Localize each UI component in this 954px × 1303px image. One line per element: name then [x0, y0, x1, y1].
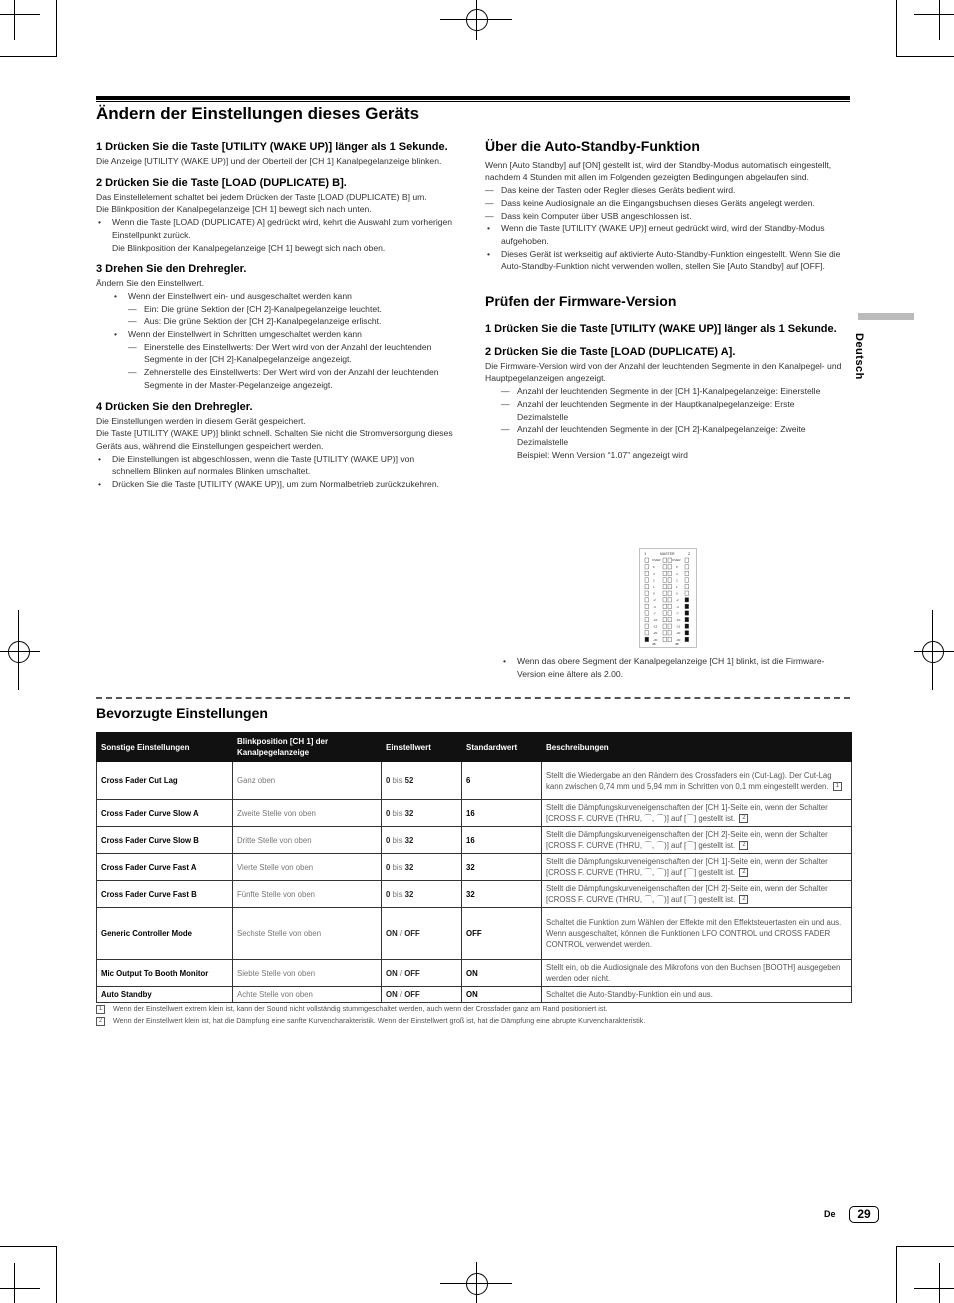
meter-ch2-segment [685, 631, 689, 635]
settings-table [96, 732, 852, 1003]
meter-ch2-segment [685, 565, 689, 569]
firmware-dash3: — Anzahl der leuchtenden Segmente in der [CH 2]-Kanalpegelanzeige: Zweite Dezimalstelle [501, 423, 845, 448]
settings-row [97, 800, 852, 827]
meter-master-right-segment [668, 631, 672, 635]
meter-ch1-segment [645, 604, 649, 608]
setting-range-sep: / [399, 990, 403, 999]
setting-description [542, 800, 852, 827]
meter-ch2-segment [685, 617, 689, 621]
standby-heading: Über die Auto-Standby-Funktion [485, 138, 700, 154]
standby-dash2: — Dass keine Audiosignale an die Eingangsbuchsen dieses Geräts angelegt werden. [485, 197, 845, 210]
setting-blink-position: Fünfte Stelle von oben [233, 881, 382, 908]
meter-level-label-left: -30 [653, 637, 658, 642]
meter-ch1-segment [645, 565, 649, 569]
step3-bullet1: • Wenn der Einstellwert ein- und ausgeschaltet werden kann [112, 290, 454, 303]
meter-master-right-segment [668, 624, 672, 628]
setting-range [382, 854, 462, 881]
meter-ch1-segment [645, 617, 649, 621]
setting-name: Mic Output To Booth Monitor [97, 960, 233, 987]
setting-description-text: Stellt ein, ob die Audiosignale des Mikrofons von den Buchsen [BOOTH] ausgegeben werden oder nicht. [546, 963, 841, 983]
meter-master-left-segment [663, 604, 667, 608]
meter-master-right-segment [668, 571, 672, 575]
setting-range-max: 32 [404, 862, 414, 872]
meter-master-left-segment [663, 617, 667, 621]
step3-dash1: — Ein: Die grüne Sektion der [CH 2]-Kanalpegelanzeige leuchtet. [128, 303, 454, 316]
setting-range-sep: / [399, 929, 403, 938]
meter-level-label-right: -20 [676, 631, 681, 636]
footnote-1-marker: 1 [96, 1005, 105, 1014]
setting-name: Cross Fader Cut Lag [97, 762, 233, 800]
meter-master-right-segment [668, 604, 672, 608]
footer-language: De [824, 1209, 836, 1219]
meter-master-left-segment [663, 631, 667, 635]
meter-master-right-segment [668, 591, 672, 595]
meter-ch2-label: 2 [688, 551, 691, 556]
setting-description [542, 987, 852, 1003]
meter-master-left-segment [663, 591, 667, 595]
step3-text: Ändern Sie den Einstellwert. [96, 278, 204, 289]
level-meter-illustration [639, 548, 697, 648]
setting-range-min: 0 [386, 808, 391, 818]
firmware-bullet: • Wenn das obere Segment der Kanalpegelanzeige [CH 1] blinkt, ist die Firmware-Version eine ältere als 2.00. [501, 655, 846, 680]
setting-range-sep: bis [392, 889, 403, 899]
footnote-1 [96, 1004, 607, 1014]
setting-description-text: Schaltet die Funktion zum Wählen der Effekte mit den Effektsteuertasten ein und aus. Wenn ausgeschaltet, können die Funktionen LFO CONTROL und CROSS FADER CONTROL verwendet werden. [546, 918, 842, 949]
setting-blink-position: Sechste Stelle von oben [233, 908, 382, 960]
setting-range-max: OFF [404, 929, 420, 938]
setting-range-min: 0 [386, 889, 391, 899]
meter-ch2-segment [685, 604, 689, 608]
meter-level-label-right: -15 [676, 624, 681, 629]
right-column [485, 140, 845, 461]
standby-dash3: — Dass kein Computer über USB angeschlossen ist. [485, 210, 845, 223]
setting-footnote-ref: 2 [739, 868, 748, 877]
settings-row [97, 854, 852, 881]
setting-default: ON [462, 960, 542, 987]
setting-footnote-ref: 2 [739, 841, 748, 850]
meter-ch1-segment [645, 558, 649, 562]
setting-range [382, 762, 462, 800]
step3-dash3: — Einerstelle des Einstellwerts: Der Wert wird von der Anzahl der leuchtenden Segmente in der [CH 2]-Kanalpegelanzeige angezeigt. [128, 341, 454, 366]
step2-heading: 2 Drücken Sie die Taste [LOAD (DUPLICATE) B]. [96, 176, 347, 189]
meter-ch2-segment [685, 611, 689, 615]
setting-range-min: ON [386, 990, 398, 999]
firmware-note [501, 655, 846, 680]
meter-ch1-segment [645, 591, 649, 595]
meter-master-left-segment [663, 565, 667, 569]
meter-level-label-left: 1 [653, 585, 655, 589]
step3-dash4: — Zehnerstelle des Einstellwerts: Der Wert wird von der Anzahl der leuchtenden Segmente in der Master-Pegelanzeige angezeigt. [128, 366, 454, 391]
setting-blink-position: Vierte Stelle von oben [233, 854, 382, 881]
meter-level-label-right: -2 [676, 598, 679, 603]
firmware-text: Die Firmware-Version wird von der Anzahl der leuchtenden Segmente in den Kanalpegel- und Hauptpegelanzeigen angezeigt. [485, 360, 842, 384]
meter-ch2-segment [685, 584, 689, 588]
step4-bullet2: • Drücken Sie die Taste [UTILITY (WAKE UP)], um zum Normalbetrieb zurückzukehren. [96, 478, 454, 491]
settings-row [97, 827, 852, 854]
footnote-2 [96, 1016, 645, 1026]
meter-level-label-left: -4 [653, 604, 656, 609]
setting-range-min: 0 [386, 835, 391, 845]
setting-range-sep: bis [392, 862, 403, 872]
meter-master-left-segment [663, 637, 667, 641]
firmware-heading: Prüfen der Firmware-Version [485, 293, 677, 310]
setting-blink-position: Dritte Stelle von oben [233, 827, 382, 854]
setting-range-max: 52 [404, 776, 414, 785]
settings-row [97, 960, 852, 987]
setting-default: OFF [462, 908, 542, 960]
footnote-2-marker: 2 [96, 1017, 105, 1026]
firmware-dash1: — Anzahl der leuchtenden Segmente in der [CH 1]-Kanalpegelanzeige: Einerstelle [501, 385, 845, 398]
step3-dash2: — Aus: Die grüne Sektion der [CH 2]-Kanalpegelanzeige erlischt. [128, 315, 454, 328]
meter-unit-right: dB [675, 642, 679, 646]
meter-level-label-left: -2 [653, 598, 656, 603]
standby-dash1: — Das keine der Tasten oder Regler dieses Geräts bedient wird. [485, 184, 845, 197]
step2-bullet: • Wenn die Taste [LOAD (DUPLICATE) A] gedrückt wird, kehrt die Auswahl zum vorherigen Einstellpunkt zurück. [96, 216, 454, 241]
meter-ch1-segment [645, 631, 649, 635]
setting-name: Cross Fader Curve Fast A [97, 854, 233, 881]
col-header-blink: Blinkposition [CH 1] der Kanalpegelanzeige [233, 733, 382, 762]
meter-level-label-right: 0 [676, 591, 678, 596]
step2-text1: Das Einstellelement schaltet bei jedem Drücken der Taste [LOAD (DUPLICATE) B] um. [96, 191, 427, 202]
setting-range-min: ON [386, 968, 398, 978]
meter-master-right-segment [668, 598, 672, 602]
settings-heading: Bevorzugte Einstellungen [96, 705, 268, 721]
page-title: Ändern der Einstellungen dieses Geräts [96, 104, 420, 123]
setting-range [382, 881, 462, 908]
meter-master-right-segment [668, 558, 672, 562]
step1-text: Die Anzeige [UTILITY (WAKE UP)] und der Oberteil der [CH 1] Kanalpegelanzeige blinken. [96, 156, 442, 166]
meter-level-label-left: 6 [653, 565, 655, 570]
setting-default: 16 [462, 800, 542, 827]
setting-range [382, 827, 462, 854]
standby-bullet2: • Dieses Gerät ist werkseitig auf aktivierte Auto-Standby-Funktion eingestellt. Wenn Sie die Auto-Standby-Funktion nicht verwenden wollen, stellen Sie [Auto Standby] auf [OFF]. [485, 248, 845, 273]
meter-master-left-segment [663, 578, 667, 582]
setting-range [382, 908, 462, 960]
setting-range-sep: bis [392, 835, 403, 845]
meter-master-right-segment [668, 611, 672, 615]
setting-default: 6 [462, 762, 542, 800]
step4-heading: 4 Drücken Sie den Drehregler. [96, 400, 253, 413]
meter-level-label-right: -10 [676, 618, 681, 622]
meter-master-left-segment [663, 558, 667, 562]
meter-ch1-segment [645, 598, 649, 602]
setting-range-max: 32 [404, 835, 414, 845]
setting-name: Cross Fader Curve Fast B [97, 881, 233, 908]
step1-heading: 1 Drücken Sie die Taste [UTILITY (WAKE UP)] länger als 1 Sekunde. [96, 141, 448, 153]
meter-over-label-right: OVER [672, 558, 681, 562]
setting-range [382, 960, 462, 987]
standby-bullet1: • Wenn die Taste [UTILITY (WAKE UP)] erneut gedrückt wird, wird der Standby-Modus aufgehoben. [485, 222, 845, 247]
meter-level-label-right: 6 [676, 565, 678, 570]
left-column [96, 140, 454, 491]
standby-text: Wenn [Auto Standby] auf [ON] gestellt ist, wird der Standby-Modus automatisch eingestellt, nachdem 4 Stunden mit allen im Folgenden gezeigten Bedingungen abgelaufen sind. [485, 159, 832, 183]
col-header-default: Standardwert [462, 733, 542, 762]
page-number: 29 [849, 1206, 879, 1223]
setting-range-min: 0 [386, 862, 391, 872]
step3-bullet2: • Wenn der Einstellwert in Schritten umgeschaltet werden kann [112, 328, 454, 341]
setting-range-sep: / [399, 968, 403, 978]
firmware-step1: 1 Drücken Sie die Taste [UTILITY (WAKE UP)] länger als 1 Sekunde. [485, 322, 837, 335]
setting-description-text: Stellt die Wiedergabe an den Rändern des Crossfaders ein (Cut-Lag). Der Cut-Lag kann zwischen 0,74 mm und 5,94 mm in Schritten von 0,1 mm eingestellt werden. [546, 770, 832, 791]
setting-description [542, 881, 852, 908]
meter-master-left-segment [663, 598, 667, 602]
meter-level-label-left: -10 [653, 618, 658, 622]
meter-ch2-segment [685, 591, 689, 595]
setting-range [382, 800, 462, 827]
meter-ch2-segment [685, 558, 689, 562]
settings-header-row [97, 733, 852, 762]
meter-level-label-right: -4 [676, 604, 679, 609]
meter-master-left-segment [663, 611, 667, 615]
footnote-2-text: Wenn der Einstellwert klein ist, hat die Dämpfung eine sanfte Kurvencharakteristik. Wenn der Einstellwert groß ist, hat die Dämpfung eine abrupte Kurvencharakteristik. [113, 1016, 646, 1025]
setting-range-min: ON [386, 929, 398, 938]
setting-range-min: 0 [386, 776, 391, 785]
meter-level-label-left: -20 [653, 631, 658, 636]
meter-master-right-segment [668, 637, 672, 641]
meter-level-label-left: -7 [653, 611, 656, 616]
setting-blink-position: Siebte Stelle von oben [233, 960, 382, 987]
step4-bullet1: • Die Einstellungen ist abgeschlossen, wenn die Taste [UTILITY (WAKE UP)] von schnellem Blinken auf normales Blinken umschaltet. [96, 453, 454, 478]
setting-description [542, 908, 852, 960]
setting-description [542, 827, 852, 854]
meter-ch1-segment [645, 578, 649, 582]
meter-master-left-segment [663, 571, 667, 575]
meter-ch2-segment [685, 578, 689, 582]
meter-unit-left: dB [652, 642, 656, 646]
setting-default: 16 [462, 827, 542, 854]
meter-ch1-segment [645, 584, 649, 588]
setting-footnote-ref: 2 [739, 895, 748, 904]
setting-description [542, 762, 852, 800]
meter-master-right-segment [668, 584, 672, 588]
meter-ch2-segment [685, 624, 689, 628]
col-header-setting: Sonstige Einstellungen [97, 733, 233, 762]
setting-name: Cross Fader Curve Slow A [97, 800, 233, 827]
settings-row [97, 987, 852, 1003]
setting-range [382, 987, 462, 1003]
setting-name: Auto Standby [97, 987, 233, 1003]
setting-description-text: Stellt die Dämpfungskurveneigenschaften der [CH 2]-Seite ein, wenn der Schalter [CROSS F. CURVE (THRU, ⌒, ⌒)] auf [⌒] gestellt ist. [546, 884, 828, 904]
side-tab-bar [858, 313, 914, 320]
setting-blink-position: Achte Stelle von oben [233, 987, 382, 1003]
setting-range-max: 32 [404, 889, 414, 899]
meter-level-label-right: 2 [676, 578, 678, 583]
step3-heading: 3 Drehen Sie den Drehregler. [96, 263, 247, 276]
meter-ch1-label: 1 [644, 551, 647, 556]
setting-description-text: Stellt die Dämpfungskurveneigenschaften der [CH 1]-Seite ein, wenn der Schalter [CROSS F. CURVE (THRU, ⌒, ⌒)] auf [⌒] gestellt ist. [546, 803, 828, 823]
meter-ch2-segment [685, 637, 689, 641]
step2-text2: Die Blinkposition der Kanalpegelanzeige [CH 1] bewegt sich nach unten. [96, 204, 372, 215]
col-header-value: Einstellwert [382, 733, 462, 762]
meter-master-right-segment [668, 565, 672, 569]
meter-ch1-segment [645, 611, 649, 615]
setting-description-text: Stellt die Dämpfungskurveneigenschaften der [CH 1]-Seite ein, wenn der Schalter [CROSS F. CURVE (THRU, ⌒, ⌒)] auf [⌒] gestellt ist. [546, 857, 828, 877]
meter-master-left-segment [663, 584, 667, 588]
setting-blink-position: Ganz oben [233, 762, 382, 800]
firmware-example: Beispiel: Wenn Version “1.07” angezeigt wird [517, 449, 688, 460]
meter-master-left-segment [663, 624, 667, 628]
meter-ch1-segment [645, 571, 649, 575]
section-divider [96, 697, 850, 699]
settings-row [97, 762, 852, 800]
setting-description [542, 854, 852, 881]
side-tab-language: Deutsch [853, 333, 865, 380]
meter-master-label: MASTER [660, 552, 675, 556]
setting-description [542, 960, 852, 987]
setting-range-sep: bis [392, 808, 403, 818]
setting-footnote-ref: 1 [833, 782, 842, 791]
setting-blink-position: Zweite Stelle von oben [233, 800, 382, 827]
meter-level-label-right: 4 [676, 571, 678, 576]
col-header-description: Beschreibungen [542, 733, 852, 762]
settings-row [97, 908, 852, 960]
firmware-step2: 2 Drücken Sie die Taste [LOAD (DUPLICATE) A]. [485, 345, 736, 358]
step4-text2: Die Taste [UTILITY (WAKE UP)] blinkt schnell. Schalten Sie nicht die Stromversorgung dieses Geräts aus, während die Einstellungen gespeichert werden. [96, 428, 453, 451]
meter-level-label-left: 2 [653, 578, 655, 583]
setting-description-text: Schaltet die Auto-Standby-Funktion ein und aus. [546, 990, 713, 999]
meter-level-label-right: -7 [676, 611, 679, 616]
footnote-1-text: Wenn der Einstellwert extrem klein ist, kann der Sound nicht vollständig stummgeschaltet werden, auch wenn der Crossfader ganz am Rand positioniert ist. [113, 1004, 608, 1013]
setting-default: 32 [462, 881, 542, 908]
firmware-dash2: — Anzahl der leuchtenden Segmente in der Hauptkanalpegelanzeige: Erste Dezimalstelle [501, 398, 845, 423]
meter-ch1-segment [645, 637, 649, 641]
meter-over-label-left: OVER [652, 558, 661, 562]
meter-ch2-segment [685, 598, 689, 602]
meter-level-label-left: -15 [653, 624, 658, 629]
setting-range-max: 32 [404, 808, 414, 818]
title-rule-thin [96, 101, 850, 102]
setting-default: 32 [462, 854, 542, 881]
meter-master-right-segment [668, 578, 672, 582]
meter-level-label-left: 0 [653, 591, 655, 596]
meter-ch1-segment [645, 624, 649, 628]
meter-ch2-segment [685, 571, 689, 575]
setting-range-max: OFF [404, 990, 420, 999]
step2-bullet-cont: Die Blinkposition der Kanalpegelanzeige [CH 1] bewegt sich nach oben. [112, 242, 386, 253]
meter-master-right-segment [668, 617, 672, 621]
setting-default: ON [462, 987, 542, 1003]
step4-text1: Die Einstellungen werden in diesem Gerät gespeichert. [96, 415, 306, 426]
setting-range-max: OFF [404, 968, 420, 978]
setting-footnote-ref: 2 [739, 814, 748, 823]
meter-level-label-right: 1 [676, 585, 678, 589]
meter-level-label-left: 4 [653, 571, 655, 576]
setting-name: Cross Fader Curve Slow B [97, 827, 233, 854]
setting-description-text: Stellt die Dämpfungskurveneigenschaften der [CH 2]-Seite ein, wenn der Schalter [CROSS F. CURVE (THRU, ⌒, ⌒)] auf [⌒] gestellt ist. [546, 830, 828, 850]
setting-name: Generic Controller Mode [97, 908, 233, 960]
title-rule-thick [96, 96, 850, 100]
setting-range-sep: bis [392, 776, 403, 785]
meter-level-label-right: -30 [676, 637, 681, 642]
settings-row [97, 881, 852, 908]
